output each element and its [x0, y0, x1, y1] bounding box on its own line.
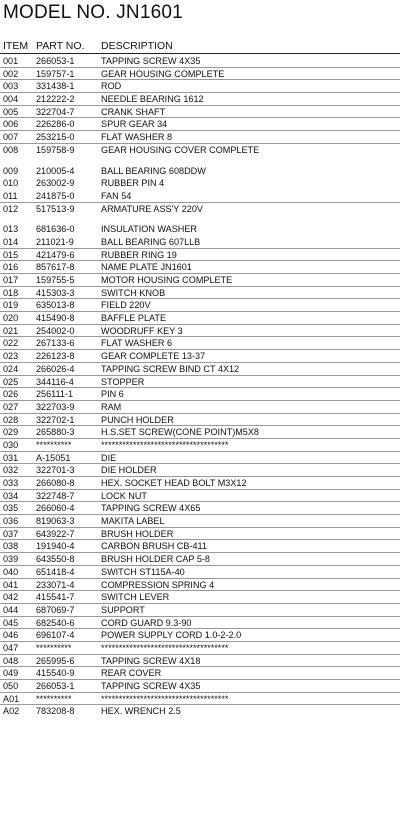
item-number: 049 [3, 668, 19, 679]
table-row [0, 223, 400, 236]
item-number: 011 [3, 190, 18, 201]
part-number: 783208-8 [36, 706, 75, 717]
item-number: 014 [3, 236, 19, 247]
table-row [0, 261, 400, 274]
table-row [0, 528, 400, 541]
table-row [0, 680, 400, 693]
table-row [0, 68, 400, 81]
part-description: TAPPING SCREW 4X35 [101, 56, 201, 66]
table-row [0, 144, 400, 157]
part-number: 322704-7 [36, 106, 75, 117]
part-number: 687069-7 [36, 604, 75, 615]
item-number: 019 [3, 300, 19, 311]
item-number: 003 [3, 81, 19, 92]
part-number: 210005-4 [36, 165, 75, 176]
table-row [0, 55, 400, 68]
item-number: 004 [3, 94, 19, 105]
part-number: 267133-6 [36, 338, 75, 349]
item-number: 005 [3, 106, 19, 117]
part-description: DIE HOLDER [101, 465, 157, 476]
item-number: 021 [3, 325, 19, 336]
table-row [0, 190, 400, 203]
part-number: 344116-4 [36, 376, 74, 387]
table-row [0, 667, 400, 680]
part-description: FLAT WASHER 8 [101, 132, 173, 143]
table-row [0, 299, 400, 312]
part-description: WOODRUFF KEY 3 [101, 325, 183, 336]
table-row [0, 629, 400, 642]
table-row [0, 203, 400, 216]
part-number: ********** [36, 642, 72, 653]
part-number: 226123-8 [36, 351, 75, 362]
table-row [0, 655, 400, 668]
part-number: 159755-5 [36, 275, 75, 285]
table-row [0, 401, 400, 414]
table-row [0, 566, 400, 579]
part-number: 266053-1 [36, 56, 75, 66]
table-row [0, 553, 400, 566]
part-number: ********** [36, 439, 72, 450]
item-number: 006 [3, 119, 19, 130]
item-number: 002 [3, 68, 19, 79]
part-description: RUBBER PIN 4 [101, 178, 165, 189]
item-number: 027 [3, 401, 19, 412]
part-number: 819063-3 [36, 516, 75, 527]
item-number: 024 [3, 363, 19, 374]
table-row [0, 236, 400, 249]
table-row [0, 452, 400, 465]
item-number: 038 [3, 541, 19, 552]
part-description: BRUSH HOLDER [101, 528, 174, 539]
part-number: 643922-7 [36, 528, 75, 539]
item-number: 030 [3, 439, 19, 450]
part-description: FLAT WASHER 6 [101, 338, 173, 349]
part-number: 651418-4 [36, 566, 75, 577]
item-number: 047 [3, 642, 19, 653]
part-description: BAFFLE PLATE [101, 313, 167, 324]
table-row [0, 617, 400, 630]
table-row [0, 502, 400, 515]
table-row [0, 376, 400, 389]
part-description: PIN 6 [101, 389, 124, 400]
part-number: 266026-4 [36, 363, 75, 374]
part-description: BALL BEARING 608DDW [101, 165, 206, 176]
part-description: RUBBER RING 19 [101, 249, 177, 260]
header-item: ITEM [3, 40, 29, 52]
part-number: 253215-0 [36, 132, 75, 143]
part-number: 421479-6 [36, 249, 75, 260]
part-number: 322702-1 [36, 414, 75, 425]
table-row [0, 642, 400, 655]
part-description: FIELD 220V [101, 300, 151, 311]
table-row [0, 287, 400, 300]
item-number: 050 [3, 681, 19, 691]
table-row [0, 490, 400, 503]
table-row [0, 604, 400, 617]
table-row [0, 464, 400, 477]
table-row [0, 325, 400, 338]
part-description: SWITCH KNOB [101, 287, 166, 298]
part-description: HEX. SOCKET HEAD BOLT M3X12 [101, 478, 247, 488]
item-number: A01 [3, 693, 20, 704]
table-row [0, 249, 400, 262]
table-row [0, 579, 400, 592]
part-description: GEAR HOUSING COMPLETE [101, 68, 225, 79]
item-number: 007 [3, 132, 19, 143]
table-row [0, 350, 400, 363]
part-number: 415490-8 [36, 313, 75, 324]
part-description: MAKITA LABEL [101, 516, 165, 527]
table-row [0, 177, 400, 190]
item-number: 016 [3, 262, 19, 273]
table-row [0, 477, 400, 490]
table-row [0, 106, 400, 119]
part-description: BRUSH HOLDER CAP 5-8 [101, 554, 210, 565]
item-number: 020 [3, 313, 19, 324]
part-number: 241875-0 [36, 190, 75, 201]
item-number: 013 [3, 224, 19, 235]
part-number: 331438-1 [36, 81, 75, 92]
item-number: 012 [3, 203, 19, 214]
part-description: GEAR HOUSING COVER COMPLETE [101, 144, 260, 155]
table-row [0, 591, 400, 604]
part-number: 159758-9 [36, 144, 75, 155]
header-divider [0, 53, 400, 54]
item-number: 025 [3, 376, 19, 387]
item-number: 037 [3, 528, 19, 539]
part-description: CORD GUARD 9.3-90 [101, 617, 192, 628]
part-number: 191940-4 [36, 541, 75, 552]
table-header [3, 40, 397, 53]
item-number: 017 [3, 275, 19, 285]
part-description: DIE [101, 452, 117, 463]
part-number: 159757-1 [36, 68, 75, 79]
table-row [0, 515, 400, 528]
part-description: POWER SUPPLY CORD 1.0-2-2.0 [101, 630, 242, 641]
part-description: NAME PLATE JN1601 [101, 262, 192, 273]
table-row [0, 540, 400, 553]
part-description: NEEDLE BEARING 1612 [101, 94, 204, 105]
header-description: DESCRIPTION [101, 40, 173, 52]
part-description: HEX. WRENCH 2.5 [101, 706, 181, 717]
part-description: TAPPING SCREW 4X65 [101, 503, 201, 514]
part-description: STOPPER [101, 376, 145, 387]
part-description: CARBON BRUSH CB-411 [101, 541, 207, 552]
part-number: 266080-8 [36, 478, 75, 488]
part-number: 254002-0 [36, 325, 75, 336]
part-number: 635013-8 [36, 300, 75, 311]
part-description: INSULATION WASHER [101, 224, 197, 235]
part-description: COMPRESSION SPRING 4 [101, 579, 215, 590]
part-number: 322703-9 [36, 401, 75, 412]
part-number: 415540-9 [36, 668, 75, 679]
part-description: H.S.SET SCREW(CONE POINT)M5X8 [101, 427, 259, 438]
part-description: SUPPORT [101, 604, 145, 615]
part-number: 212222-2 [36, 94, 75, 105]
part-description: BALL BEARING 607LLB [101, 236, 201, 247]
part-description: GEAR COMPLETE 13-37 [101, 351, 206, 362]
part-description: ARMATURE ASS'Y 220V [101, 203, 203, 214]
item-number: 044 [3, 604, 19, 615]
item-number: 041 [3, 579, 19, 590]
item-number: 001 [3, 56, 19, 66]
table-row [0, 693, 400, 706]
part-description: SPUR GEAR 34 [101, 119, 168, 130]
part-number: 322701-3 [36, 465, 75, 476]
part-description: SWITCH LEVER [101, 592, 170, 603]
model-title: MODEL NO. JN1601 [3, 2, 183, 23]
item-number: 048 [3, 655, 19, 666]
part-description: CRANK SHAFT [101, 106, 166, 117]
part-description: TAPPING SCREW 4X35 [101, 681, 201, 691]
item-number: 031 [3, 452, 19, 463]
table-row [0, 337, 400, 350]
item-number: 022 [3, 338, 19, 349]
part-number: 263002-9 [36, 178, 75, 189]
part-number: 415541-7 [36, 592, 75, 603]
part-number: 322748-7 [36, 490, 75, 501]
part-number: 415303-3 [36, 287, 75, 298]
part-number: 857617-8 [36, 262, 75, 273]
part-description: REAR COVER [101, 668, 162, 679]
part-description: FAN 54 [101, 190, 132, 201]
part-description: MOTOR HOUSING COMPLETE [101, 275, 233, 285]
part-number: 256111-1 [36, 389, 74, 400]
item-number: 018 [3, 287, 19, 298]
part-number: 681636-0 [36, 224, 75, 235]
part-number: 266053-1 [36, 681, 75, 691]
part-number: 266060-4 [36, 503, 75, 514]
part-number: 517513-9 [36, 203, 75, 214]
table-row [0, 388, 400, 401]
table-row [0, 165, 400, 178]
item-number: 032 [3, 465, 19, 476]
part-number: 696107-4 [36, 630, 75, 641]
part-description: ROD [101, 81, 122, 92]
table-row [0, 274, 400, 287]
item-number: 035 [3, 503, 19, 514]
table-row [0, 705, 400, 718]
part-description: TAPPING SCREW BIND CT 4X12 [101, 363, 240, 374]
part-description: ************************************ [101, 642, 229, 653]
part-number: 226286-0 [36, 119, 75, 130]
item-number: 045 [3, 617, 19, 628]
part-number: 211021-9 [36, 236, 74, 247]
part-description: ************************************ [101, 693, 229, 704]
parts-table [0, 55, 400, 718]
table-row [0, 363, 400, 376]
part-description: SWITCH ST115A-40 [101, 566, 185, 577]
table-row [0, 414, 400, 427]
part-number: 265995-6 [36, 655, 75, 666]
item-number: 028 [3, 414, 19, 425]
item-number: 015 [3, 249, 19, 260]
part-number: 233071-4 [36, 579, 75, 590]
item-number: 034 [3, 490, 19, 501]
part-number: A-15051 [36, 452, 71, 463]
item-number: 009 [3, 165, 19, 176]
part-description: LOCK NUT [101, 490, 147, 501]
item-number: 010 [3, 178, 19, 189]
table-row [0, 426, 400, 439]
item-number: A02 [3, 706, 20, 717]
item-number: 039 [3, 554, 19, 565]
item-number: 026 [3, 389, 19, 400]
table-row [0, 312, 400, 325]
item-number: 008 [3, 144, 19, 155]
table-row [0, 93, 400, 106]
part-number: 643550-8 [36, 554, 75, 565]
part-number: 682540-6 [36, 617, 75, 628]
part-description: TAPPING SCREW 4X18 [101, 655, 201, 666]
table-row [0, 80, 400, 93]
part-description: RAM [101, 401, 122, 412]
item-number: 040 [3, 566, 19, 577]
part-description: ************************************ [101, 439, 229, 450]
table-row [0, 118, 400, 131]
part-number: ********** [36, 693, 72, 704]
part-number: 265880-3 [36, 427, 75, 438]
part-description: PUNCH HOLDER [101, 414, 174, 425]
item-number: 042 [3, 592, 19, 603]
item-number: 023 [3, 351, 19, 362]
item-number: 046 [3, 630, 19, 641]
item-number: 036 [3, 516, 19, 527]
table-row [0, 131, 400, 144]
table-row [0, 439, 400, 452]
item-number: 033 [3, 478, 19, 488]
header-part-no: PART NO. [36, 40, 85, 52]
item-number: 029 [3, 427, 19, 438]
